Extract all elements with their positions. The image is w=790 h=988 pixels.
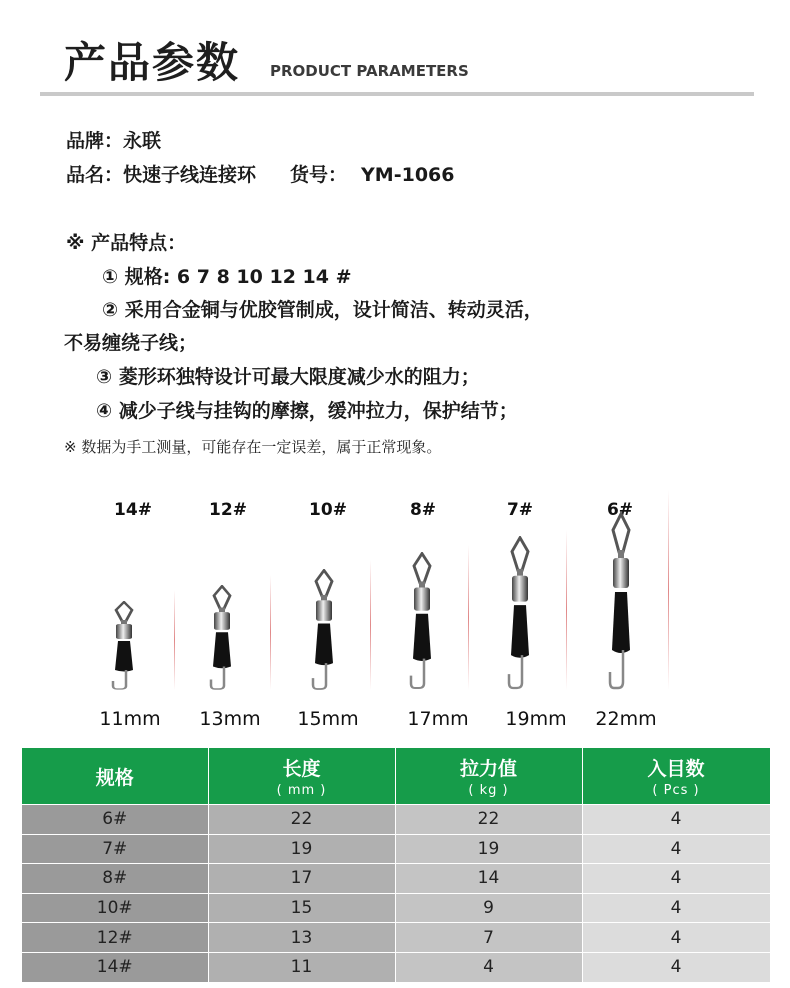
size-label: 12#	[209, 500, 247, 520]
length-label: 19mm	[505, 708, 567, 730]
table-row	[22, 923, 770, 953]
header-size: 规格	[22, 748, 208, 805]
table-row	[22, 805, 770, 835]
table-header-row	[22, 748, 770, 805]
cell-tension: 19	[395, 834, 582, 864]
cell-tension: 9	[395, 893, 582, 923]
swivel-connector-icon	[104, 601, 144, 690]
measurement-note: ※ 数据为手工测量，可能存在一定误差，属于正常现象。	[64, 438, 442, 456]
feature-1: ① 规格: 6 7 8 10 12 14 #	[102, 266, 352, 288]
brand-value: 永联	[123, 130, 162, 152]
swivel-connector-icon	[202, 585, 242, 690]
cell-length: 17	[208, 864, 395, 894]
page-title: 产品参数	[64, 38, 241, 87]
swivel-connector-icon	[402, 552, 442, 690]
page-header	[62, 28, 754, 98]
table-row	[22, 952, 770, 981]
cell-tension: 7	[395, 923, 582, 953]
length-label: 17mm	[407, 708, 469, 730]
feature-2-cont: 不易缠绕子线；	[64, 332, 198, 354]
spec-table	[22, 748, 771, 982]
header-tension: 拉力值 ( kg )	[395, 748, 582, 805]
cell-length: 15	[208, 893, 395, 923]
page-subtitle: PRODUCT PARAMETERS	[270, 62, 469, 80]
divider-line	[174, 590, 175, 690]
cell-count: 4	[582, 923, 770, 953]
cell-size: 6#	[22, 805, 208, 835]
cell-size: 10#	[22, 893, 208, 923]
product-name-line	[66, 160, 454, 187]
brand-line	[66, 126, 161, 153]
cell-size: 12#	[22, 923, 208, 953]
header-length: 长度 ( mm )	[208, 748, 395, 805]
header-divider	[40, 92, 754, 96]
length-label: 11mm	[99, 708, 161, 730]
cell-count: 4	[582, 864, 770, 894]
table-row	[22, 893, 770, 923]
swivel-connector-icon	[500, 536, 540, 690]
size-label: 14#	[114, 500, 152, 520]
cell-length: 22	[208, 805, 395, 835]
size-label: 7#	[506, 500, 534, 520]
size-label: 8#	[409, 500, 437, 520]
cell-tension: 22	[395, 805, 582, 835]
cell-tension: 4	[395, 952, 582, 981]
header-count: 入目数 ( Pcs )	[582, 748, 770, 805]
length-label: 15mm	[297, 708, 359, 730]
divider-line	[468, 545, 469, 690]
table-row	[22, 834, 770, 864]
cell-size: 14#	[22, 952, 208, 981]
name-label: 品名：	[66, 164, 124, 186]
divider-line	[668, 490, 669, 690]
divider-line	[370, 560, 371, 690]
size-label: 6#	[606, 500, 634, 520]
length-label: 13mm	[199, 708, 261, 730]
swivel-connector-icon	[601, 512, 641, 690]
feature-4: ④ 减少子线与挂钩的摩擦，缓冲拉力，保护结节；	[96, 400, 518, 422]
cell-count: 4	[582, 834, 770, 864]
table-row	[22, 864, 770, 894]
cell-length: 13	[208, 923, 395, 953]
cell-tension: 14	[395, 864, 582, 894]
item-no-value: YM-1066	[361, 164, 455, 186]
cell-length: 11	[208, 952, 395, 981]
divider-line	[270, 575, 271, 690]
cell-size: 8#	[22, 864, 208, 894]
cell-size: 7#	[22, 834, 208, 864]
feature-2: ② 采用合金铜与优胶管制成，设计简洁、转动灵活，	[102, 299, 543, 321]
swivel-connector-icon	[304, 569, 344, 690]
feature-3: ③ 菱形环独特设计可最大限度减少水的阻力；	[96, 366, 480, 388]
divider-line	[566, 530, 567, 690]
cell-count: 4	[582, 805, 770, 835]
features-heading: ※ 产品特点：	[66, 232, 187, 254]
cell-count: 4	[582, 952, 770, 981]
name-value: 快速子线连接环	[123, 164, 257, 186]
length-label: 22mm	[595, 708, 657, 730]
cell-length: 19	[208, 834, 395, 864]
size-label: 10#	[309, 500, 347, 520]
cell-count: 4	[582, 893, 770, 923]
item-no-label: 货号：	[290, 164, 348, 186]
brand-label: 品牌：	[66, 130, 124, 152]
size-illustration	[0, 490, 790, 740]
